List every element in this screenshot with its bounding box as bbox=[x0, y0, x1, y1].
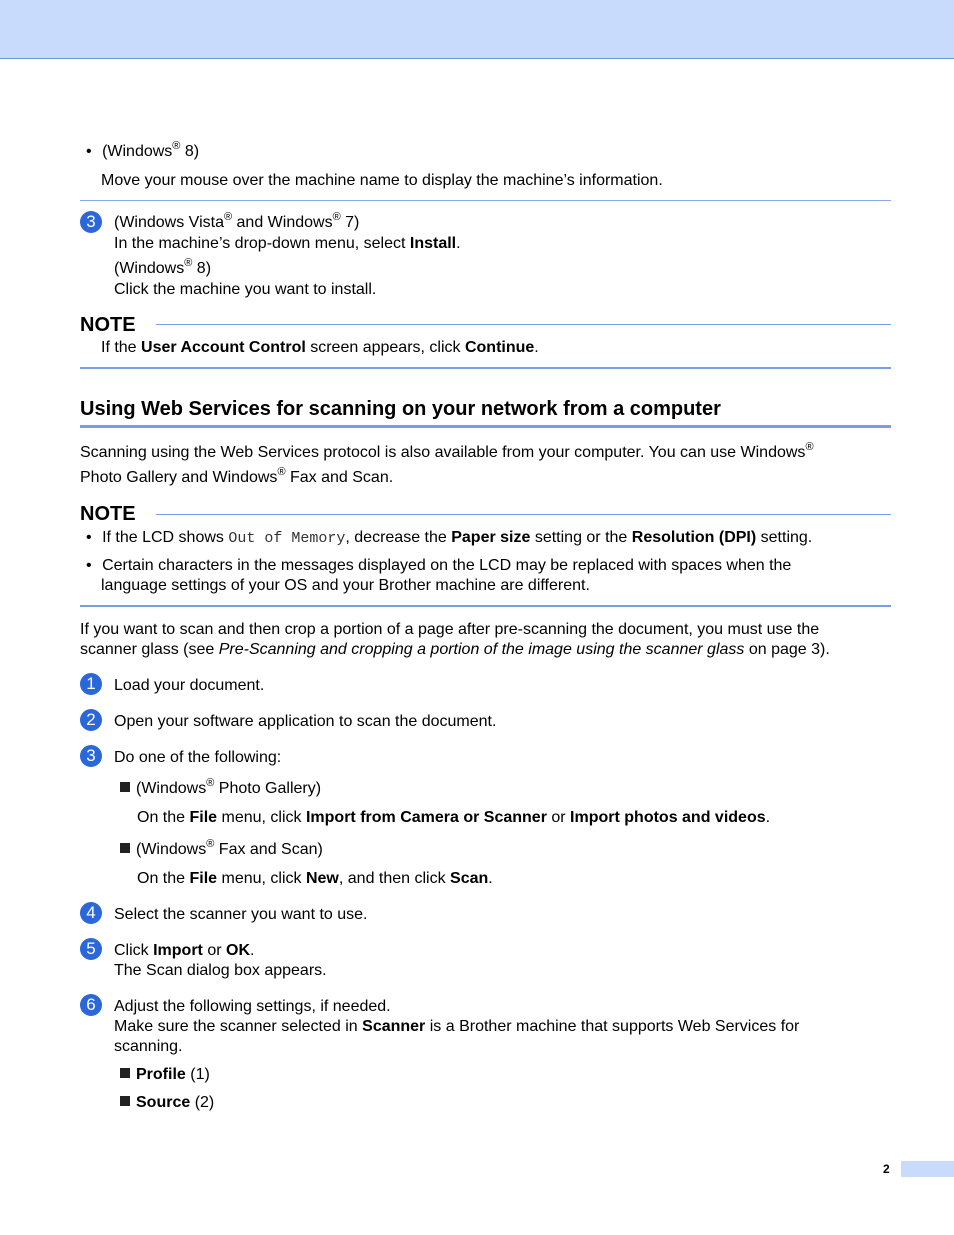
cross-reference-link[interactable]: Pre-Scanning and cropping a portion of the image using the scanner glass bbox=[218, 641, 745, 658]
bullet-dot: • bbox=[86, 529, 92, 546]
note-end-rule bbox=[80, 367, 891, 369]
step2-text: Open your software application to scan the document. bbox=[114, 713, 497, 730]
sub-item-fax-scan-text: On the File menu, click New, and then click Scan. bbox=[137, 870, 493, 887]
square-bullet-icon bbox=[120, 1096, 130, 1106]
divider bbox=[80, 200, 891, 201]
note2-bullet2: • Certain characters in the messages displayed on the LCD may be replaced with spaces when the bbox=[86, 557, 792, 574]
step-number-badge: 1 bbox=[80, 673, 102, 695]
square-bullet-icon bbox=[120, 1068, 130, 1078]
sub-item-photo-gallery: (Windows® Photo Gallery) bbox=[120, 779, 321, 799]
step-number-badge: 6 bbox=[80, 994, 102, 1016]
bullet-windows8 bbox=[86, 139, 200, 162]
step5-line2: The Scan dialog box appears. bbox=[114, 962, 327, 979]
step6-line2: Make sure the scanner selected in Scanner is a Brother machine that supports Web Services for bbox=[114, 1018, 800, 1035]
step3a-line2: In the machine’s drop-down menu, select Install. bbox=[114, 235, 461, 252]
note-title: NOTE bbox=[80, 314, 136, 336]
note-title: NOTE bbox=[80, 503, 136, 525]
note2-bullet1: • If the LCD shows Out of Memory, decrease the Paper size setting or the Resolution (DPI) setting. bbox=[86, 529, 813, 547]
step3-text: Do one of the following: bbox=[114, 749, 282, 766]
note2-bullet2-line2: language settings of your OS and your Brother machine are different. bbox=[101, 577, 590, 594]
sub-item-photo-gallery-text: On the File menu, click Import from Camera or Scanner or Import photos and videos. bbox=[137, 809, 771, 826]
step-number-badge: 5 bbox=[80, 938, 102, 960]
note-title-line bbox=[156, 514, 891, 515]
intro-line2: scanner glass (see Pre-Scanning and cropping a portion of the image using the scanner glass on page 3). bbox=[80, 641, 830, 658]
bullet-label: (Windows® 8) bbox=[102, 139, 200, 160]
step-number-badge: 3 bbox=[80, 211, 102, 233]
step-number-badge: 2 bbox=[80, 709, 102, 731]
step6-line3: scanning. bbox=[114, 1038, 183, 1055]
step-number-badge: 3 bbox=[80, 745, 102, 767]
bullet-dot: • bbox=[86, 557, 92, 574]
step4-text: Select the scanner you want to use. bbox=[114, 906, 368, 923]
bullet-dot: • bbox=[86, 143, 92, 160]
step-number-badge: 4 bbox=[80, 902, 102, 924]
sub-item-fax-scan: (Windows® Fax and Scan) bbox=[120, 840, 323, 860]
heading-underline bbox=[80, 425, 891, 428]
section-para-line1: Scanning using the Web Services protocol is also available from your computer. You can use Windows® bbox=[80, 440, 814, 461]
note-title-line bbox=[156, 324, 891, 325]
page-tab-band bbox=[901, 1161, 954, 1177]
note1-text: If the User Account Control screen appears, click Continue. bbox=[101, 339, 539, 356]
step3a-line4: Click the machine you want to install. bbox=[114, 281, 377, 298]
note-end-rule bbox=[80, 605, 891, 607]
square-bullet-icon bbox=[120, 843, 130, 853]
page-number: 2 bbox=[883, 1162, 890, 1176]
step6-line1: Adjust the following settings, if needed. bbox=[114, 998, 391, 1015]
step1-text: Load your document. bbox=[114, 677, 265, 694]
setting-source: Source (2) bbox=[120, 1093, 214, 1113]
step3a-line1: (Windows Vista® and Windows® 7) bbox=[114, 210, 360, 231]
step3a-line3: (Windows® 8) bbox=[114, 256, 212, 277]
square-bullet-icon bbox=[120, 782, 130, 792]
section-para-line2: Photo Gallery and Windows® Fax and Scan. bbox=[80, 465, 394, 486]
intro-line1: If you want to scan and then crop a portion of a page after pre-scanning the document, you must use the bbox=[80, 621, 820, 638]
page-header-band bbox=[0, 0, 954, 59]
block1-text: Move your mouse over the machine name to display the machine’s information. bbox=[101, 172, 663, 189]
step5-line1: Click Import or OK. bbox=[114, 942, 255, 959]
setting-profile: Profile (1) bbox=[120, 1065, 210, 1085]
lcd-message: Out of Memory bbox=[228, 530, 346, 547]
section-heading: Using Web Services for scanning on your network from a computer bbox=[80, 398, 721, 420]
